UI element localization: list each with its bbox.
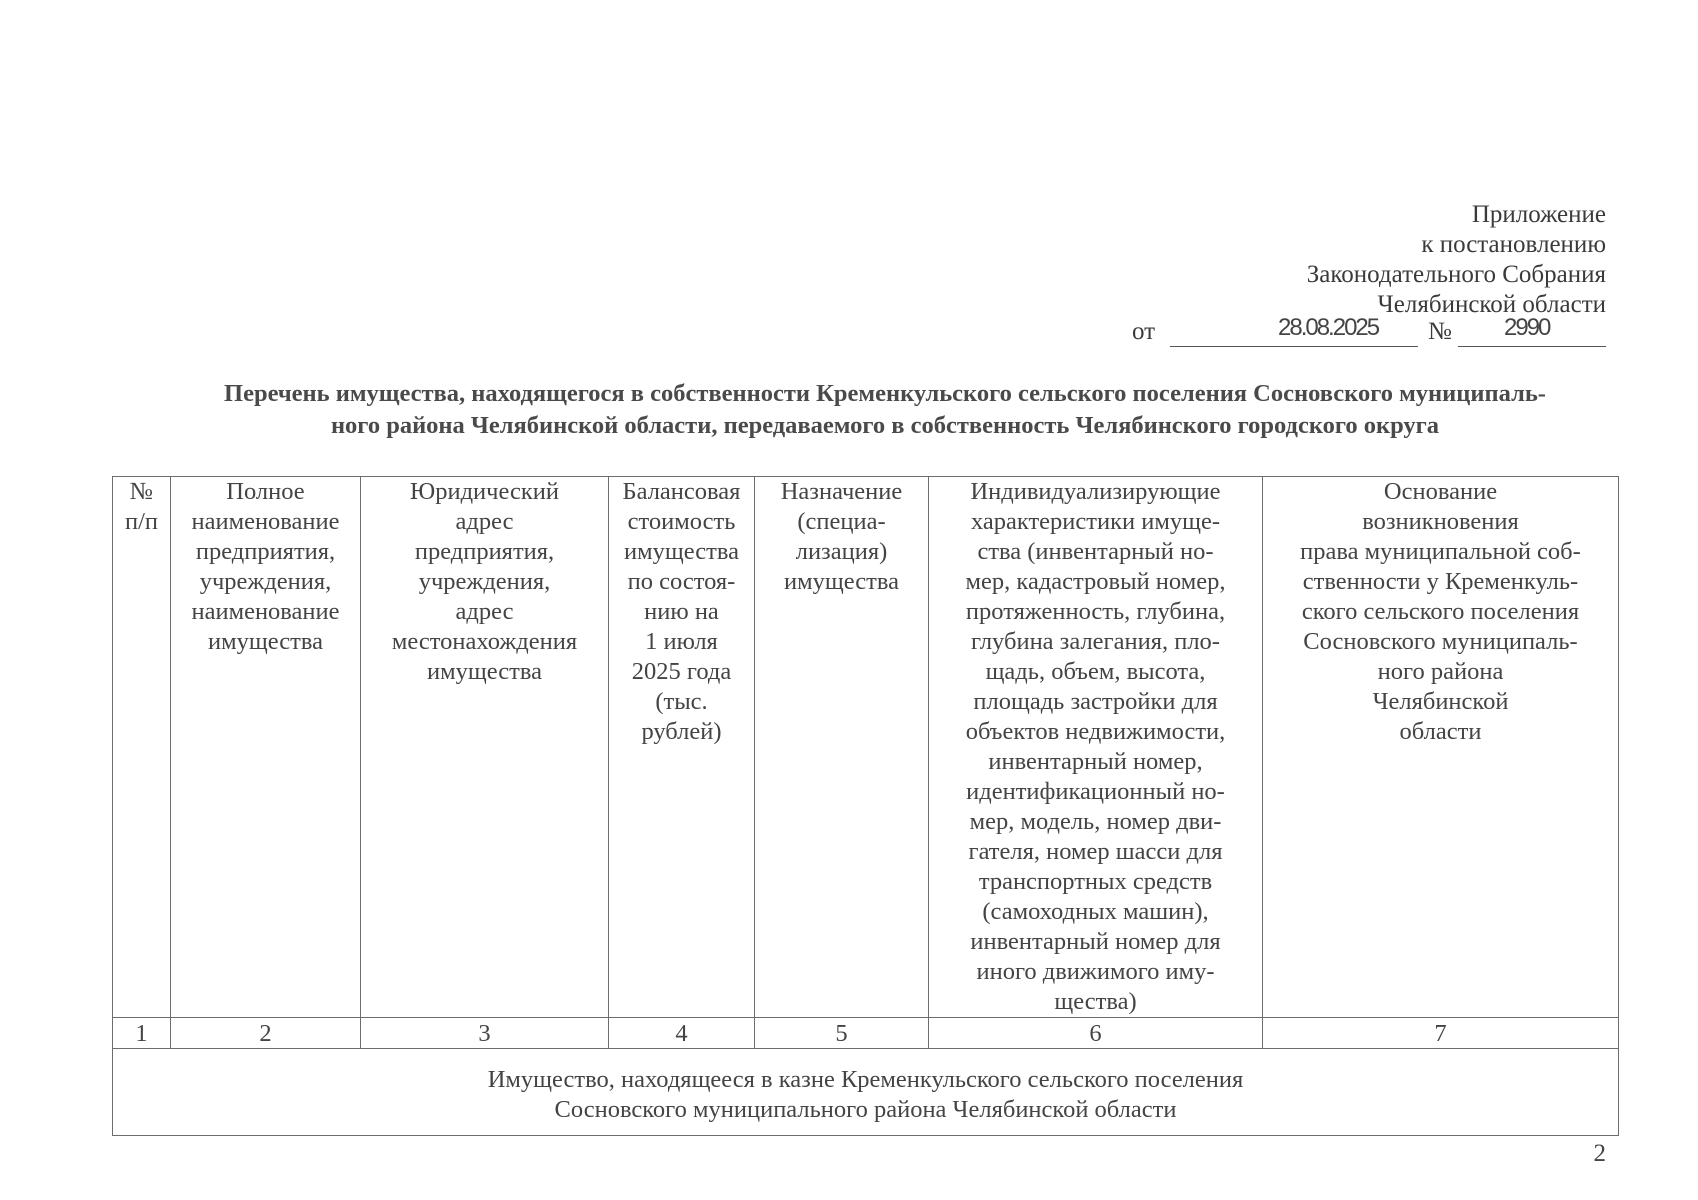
column-number: 1	[113, 1018, 171, 1049]
title-line-1: Перечень имущества, находящегося в собственности Кременкульского сельского поселения Сосновского муниципаль-	[224, 380, 1546, 407]
annex-line-1: Приложение	[1471, 201, 1606, 228]
section-line-2: Сосновского муниципального района Челябинской области	[554, 1096, 1177, 1123]
column-number: 7	[1263, 1018, 1619, 1049]
column-number-row	[113, 1018, 1619, 1049]
number-label: №	[1428, 318, 1452, 345]
number-field	[1458, 312, 1606, 347]
annex-line-2: к постановлению	[1421, 231, 1606, 258]
header-cell-number: № п/п	[113, 477, 171, 1018]
column-number: 3	[361, 1018, 609, 1049]
document-reference	[1132, 312, 1606, 348]
column-number: 6	[929, 1018, 1263, 1049]
date-value: 28.08.2025	[1278, 314, 1379, 341]
annex-line-3: Законодательного Собрания	[1306, 261, 1606, 288]
property-table	[112, 476, 1619, 1136]
column-number: 5	[755, 1018, 929, 1049]
page-number: 2	[1593, 1140, 1606, 1167]
from-label: от	[1132, 318, 1156, 345]
column-number: 4	[609, 1018, 755, 1049]
section-heading-cell	[113, 1049, 1619, 1136]
section-line-1: Имущество, находящееся в казне Кременкульского сельского поселения	[487, 1066, 1244, 1093]
annex-block	[1307, 200, 1606, 320]
annex-line-4: Челябинской области	[1377, 291, 1606, 318]
header-cell-ownership-basis: Основание возникновения права муниципальной соб- ственности у Кременкуль- ского сельского поселения Сосновского муниципаль- ного района Челябинской области	[1263, 477, 1619, 1018]
header-cell-book-value: Балансовая стоимость имущества по состоя- нию на 1 июля 2025 года (тыс. рублей)	[609, 477, 755, 1018]
section-row	[113, 1049, 1619, 1136]
header-cell-name: Полное наименование предприятия, учреждения, наименование имущества	[171, 477, 361, 1018]
table-header-row	[113, 477, 1619, 1018]
number-value: 2990	[1504, 314, 1550, 341]
header-cell-purpose: Назначение (специа- лизация) имущества	[755, 477, 929, 1018]
title-line-2: ного района Челябинской области, передаваемого в собственность Челябинского городского округа	[330, 412, 1440, 439]
document-title	[110, 378, 1660, 442]
column-number: 2	[171, 1018, 361, 1049]
date-field	[1170, 312, 1418, 347]
header-cell-address: Юридический адрес предприятия, учреждения, адрес местонахождения имущества	[361, 477, 609, 1018]
header-cell-characteristics: Индивидуализирующие характеристики имуще- ства (инвентарный но- мер, кадастровый номер, протяженность, глубина, глубина залегания, пло- щадь, объем, высота, площадь застройки для объектов недвижимости, инвентарный номер, идентификационный но- мер, модель, номер дви- гателя, номер шасси для транспортных средств (самоходных машин), инвентарный номер для иного движимого иму- щества)	[929, 477, 1263, 1018]
